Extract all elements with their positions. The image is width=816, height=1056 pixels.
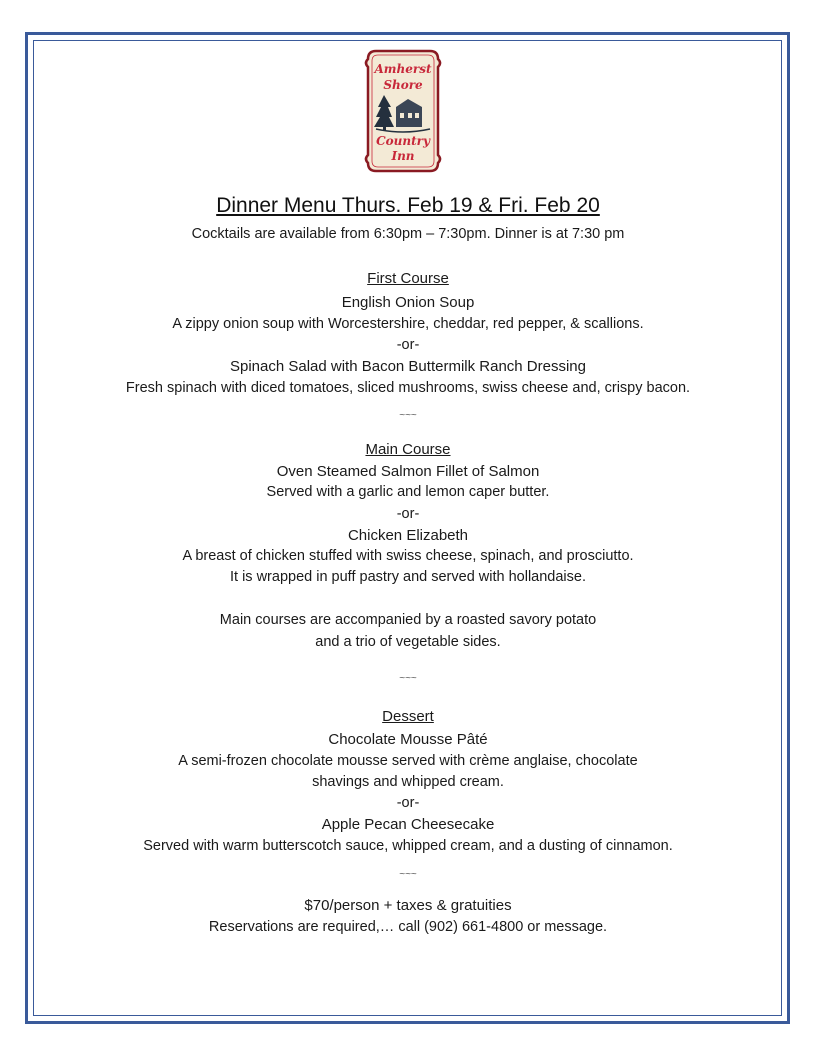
logo-text-amherst: Amherst — [374, 62, 432, 76]
dessert-option1-desc-2: shavings and whipped cream. — [312, 774, 504, 790]
intro-text: Cocktails are available from 6:30pm – 7:30pm. Dinner is at 7:30 pm — [191, 226, 625, 242]
main-course-note-1: Main courses are accompanied by a roasted savory potato — [219, 612, 597, 628]
dessert-heading: Dessert — [382, 708, 434, 725]
dessert-or: -or- — [396, 795, 420, 811]
main-course-option2-desc-2: It is wrapped in puff pastry and served with hollandaise. — [230, 569, 586, 585]
main-course-option1-desc: Served with a garlic and lemon caper butter. — [266, 484, 550, 500]
first-course-option2-desc: Fresh spinach with diced tomatoes, sliced mushrooms, swiss cheese and, crispy bacon. — [125, 380, 691, 396]
separator-1: ~~~ — [399, 410, 417, 421]
logo-text-inn: Inn — [391, 149, 415, 163]
dessert-option2-name: Apple Pecan Cheesecake — [321, 816, 495, 833]
dessert-option2-desc: Served with warm butterscotch sauce, whipped cream, and a dusting of cinnamon. — [143, 838, 673, 854]
separator-2: ~~~ — [399, 673, 417, 684]
main-course-or: -or- — [396, 506, 420, 522]
first-course-or: -or- — [396, 337, 420, 353]
logo-text-shore: Shore — [383, 78, 423, 92]
main-course-option1-name: Oven Steamed Salmon Fillet of Salmon — [276, 463, 540, 480]
main-course-option2-name: Chicken Elizabeth — [347, 527, 469, 544]
dessert-option1-desc-1: A semi-frozen chocolate mousse served with crème anglaise, chocolate — [178, 753, 638, 769]
inn-logo — [362, 49, 444, 173]
main-course-note-2: and a trio of vegetable sides. — [315, 634, 501, 650]
first-course-heading: First Course — [367, 270, 449, 287]
menu-title: Dinner Menu Thurs. Feb 19 & Fri. Feb 20 — [216, 194, 600, 217]
first-course-option1-desc: A zippy onion soup with Worcestershire, cheddar, red pepper, & scallions. — [172, 316, 644, 332]
logo-text-country: Country — [376, 134, 430, 148]
main-course-option2-desc-1: A breast of chicken stuffed with swiss cheese, spinach, and prosciutto. — [182, 548, 634, 564]
first-course-option2-name: Spinach Salad with Bacon Buttermilk Ranch Dressing — [229, 358, 586, 375]
main-course-heading: Main Course — [365, 441, 451, 458]
dessert-option1-name: Chocolate Mousse Pâté — [328, 731, 488, 748]
separator-3: ~~~ — [399, 869, 417, 880]
reservations-text: Reservations are required,… call (902) 661-4800 or message. — [208, 919, 608, 935]
first-course-option1-name: English Onion Soup — [341, 294, 475, 311]
price-text: $70/person + taxes & gratuities — [304, 897, 512, 914]
